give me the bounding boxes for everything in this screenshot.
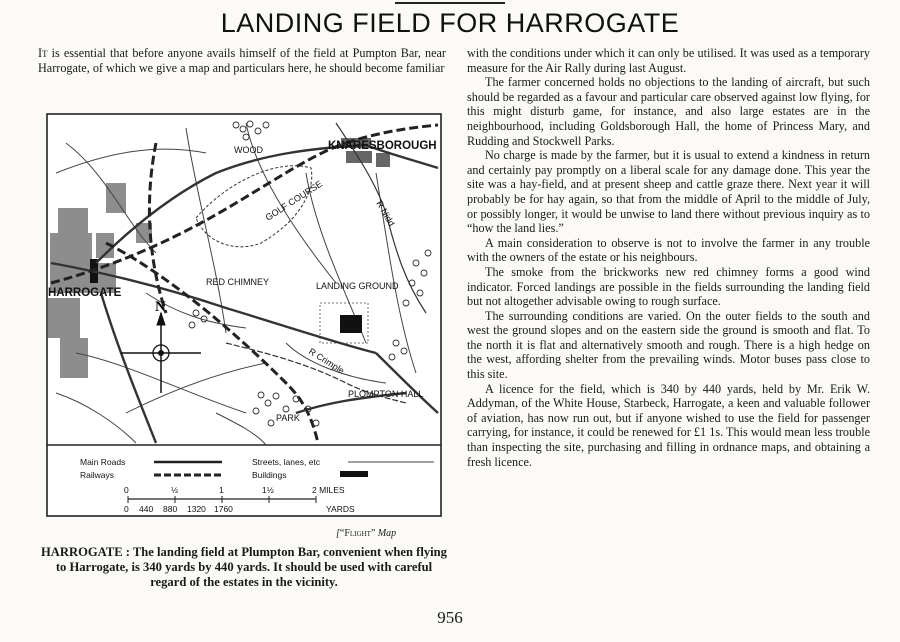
- label-river-nidd: R Nidd: [374, 199, 397, 228]
- label-river-crimple: R Crimple: [306, 346, 347, 376]
- legend-buildings: Buildings: [252, 470, 287, 480]
- body-paragraph-4: A main consideration to observe is not to involve the farmer in any trouble with the owners of the estate or his neighbours.: [467, 235, 870, 265]
- label-golf-course: GOLF COURSE: [263, 178, 325, 223]
- intro-lead: It: [38, 46, 48, 60]
- body-paragraph-6: The surrounding conditions are varied. On the outer fields to the south and west the ground slopes and on the eastern side the ground is smooth and flat. To the north it is flat and alternatively smooth and rough. There is a high hedge on the west, affording shelter from the prevailing winds. Motor buses pass close to this site.: [467, 308, 870, 382]
- mile-tick-half: ½: [171, 485, 179, 495]
- label-park: PARK: [276, 413, 300, 423]
- legend-streets: Streets, lanes, etc: [252, 457, 321, 467]
- yards-label: YARDS: [326, 504, 355, 514]
- legend-railways: Railways: [80, 470, 115, 480]
- yard-tick-440: 440: [139, 504, 154, 514]
- map-figure: [46, 113, 442, 517]
- top-rule: [395, 2, 505, 4]
- map-caption: HARROGATE : The landing field at Plumpton Bar, convenient when flying to Harrogate, is 340 yards by 440 yards. It should be used with careful regard of the estates in the vicinity.: [41, 545, 447, 589]
- body-paragraph-1: with the conditions under which it can only be utilised. It was used as a temporary measure for the Air Rally during last August.: [467, 46, 870, 75]
- mile-tick-0: 0: [124, 485, 129, 495]
- label-red-chimney: RED CHIMNEY: [206, 277, 270, 287]
- map-frame: [47, 114, 441, 516]
- label-north: N: [155, 299, 166, 315]
- credit-flight: “Flight”: [339, 528, 376, 539]
- yard-tick-1320: 1320: [187, 504, 206, 514]
- intro-text: is essential that before anyone avails himself of the field at Pumpton Bar, near Harrogate, of which we give a map and particulars here, he should become familiar: [38, 46, 446, 75]
- article-title: LANDING FIELD FOR HARROGATE: [220, 8, 680, 38]
- landing-ground-marker: [340, 315, 362, 333]
- body-paragraph-7: A licence for the field, which is 340 by 440 yards, held by Mr. Erik W. Addyman, of the White House, Starbeck, Harrogate, a keen and valuable follower of aviation, has now run out, but if anyone wished to use the field for passenger carrying, for instance, it could be renewed for £1 1s. This would mean less trouble than inspecting the site, purchasing and filling in ordnance maps, and obtaining a fresh licence.: [467, 381, 870, 469]
- yard-tick-0: 0: [124, 504, 129, 514]
- intro-paragraph: [38, 46, 446, 75]
- label-harrogate: HARROGATE: [48, 287, 122, 299]
- mile-tick-1-half: 1½: [262, 485, 274, 495]
- legend-main-roads: Main Roads: [80, 457, 126, 467]
- map-credit: [“Flight” Map: [336, 528, 397, 539]
- mile-tick-2: 2 MILES: [312, 485, 345, 495]
- yard-tick-1760: 1760: [214, 504, 233, 514]
- mile-tick-1: 1: [219, 485, 224, 495]
- body-paragraph-5: The smoke from the brickworks new red chimney forms a good wind indicator. Forced landings are possible in the fields surrounding the landing field but not altogether advisable owing to rough surface.: [467, 264, 870, 309]
- page-number: 956: [437, 608, 463, 627]
- body-paragraph-3: No charge is made by the farmer, but it is usual to extend a kindness in return and certainly pay promptly on a liberal scale for any damage done. This year the site was a hay-field, and at present sheep and cattle graze there. Next year it will probably be for hay again, so that from the middle of April to the middle of July, or possibly longer, it would be unwise to land there without previous inquiry as to “how the land lies.”: [467, 148, 870, 236]
- credit-map: Map: [377, 528, 397, 539]
- label-plumpton-hall: PLOMPTON HALL: [348, 389, 424, 399]
- label-landing-ground: LANDING GROUND: [316, 281, 399, 291]
- body-paragraph-2: The farmer concerned holds no objections to the landing of aircraft, but such should be regarded as a favour and particular care observed against low flying, for this might disturb game, for instance, and also large estates are in the neighbourhood, including Goldsborough Hall, the home of Princess Mary, and Rudding and Stockwell Parks.: [467, 75, 870, 148]
- yard-tick-880: 880: [163, 504, 178, 514]
- article-body: [467, 46, 870, 469]
- label-knaresborough: KNARESBOROUGH: [328, 140, 437, 152]
- label-wood: WOOD: [234, 145, 263, 155]
